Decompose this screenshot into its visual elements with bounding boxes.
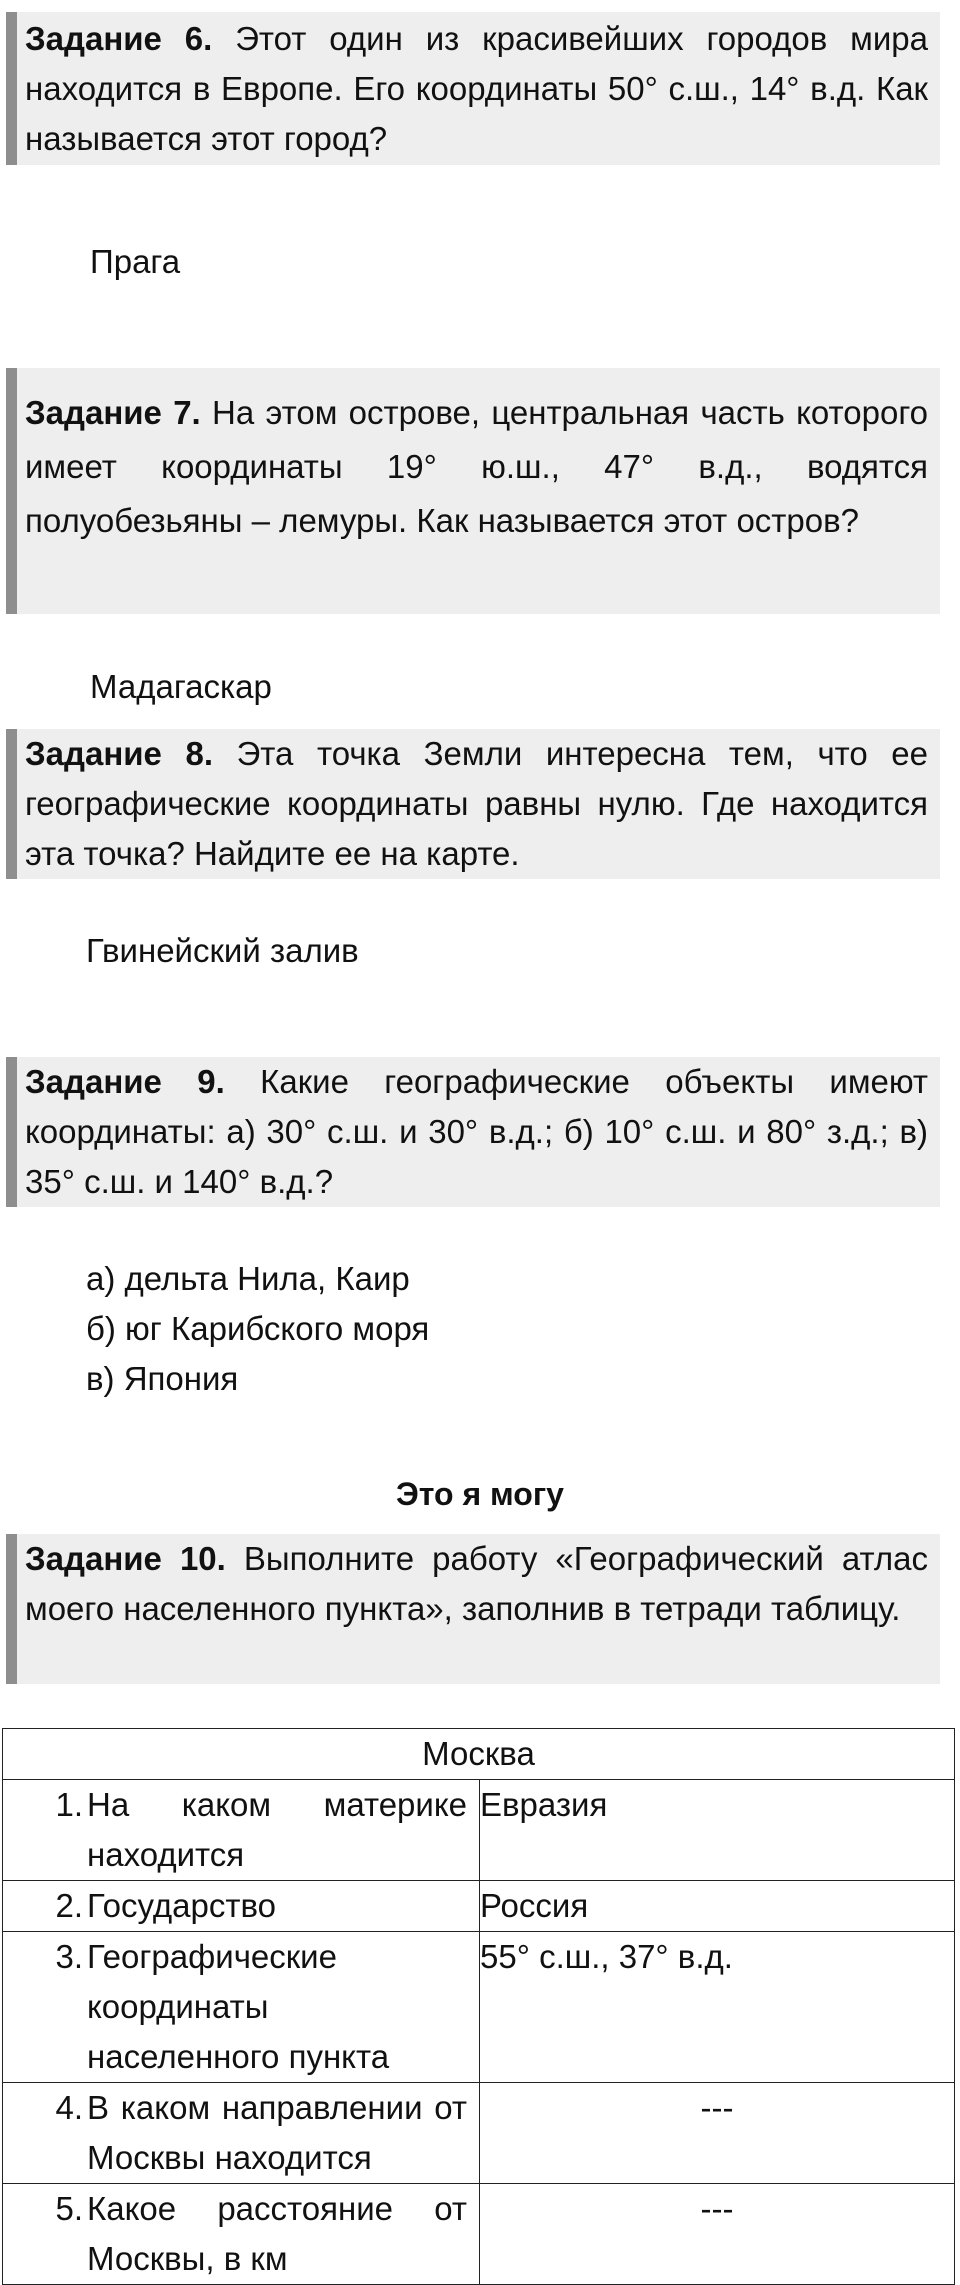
- section-heading: Это я могу: [396, 1476, 564, 1512]
- row-number: 1.: [55, 1786, 83, 1823]
- row-question: Государство: [87, 1887, 277, 1924]
- row-question: Географические координаты населенного пункта: [87, 1938, 390, 2075]
- table-row: [3, 2184, 955, 2285]
- task-10-label: Задание 10.: [25, 1540, 226, 1577]
- task-6-text: Этот один из красивейших городов мира находится в Европе. Его координаты 50° с.ш., 14° в.д. Как называется этот город?: [25, 20, 928, 157]
- task-9-answer-a: а) дельта Нила, Каир: [86, 1260, 410, 1297]
- table-row: [3, 1932, 955, 2083]
- task-7-label: Задание 7.: [25, 394, 201, 431]
- task-7-block: [6, 368, 940, 614]
- row-answer: 55° с.ш., 37° в.д.: [480, 1932, 955, 2083]
- row-answer: ---: [480, 2083, 955, 2184]
- task-10-text: Выполните работу «Географический атлас моего населенного пункта», заполнив в тетради таблицу.: [25, 1540, 928, 1627]
- task-9-label: Задание 9.: [25, 1063, 225, 1100]
- task-9-answer-c: в) Япония: [86, 1360, 239, 1397]
- table-city-header: Москва: [3, 1729, 955, 1780]
- row-question: В каком направлении от Москвы находится: [87, 2089, 467, 2176]
- task-6-answer: Прага: [90, 243, 181, 280]
- task-8-text: Эта точка Земли интересна тем, что ее географические координаты равны нулю. Где находится эта точка? Найдите ее на карте.: [25, 735, 929, 872]
- task-9-answer-b: б) юг Карибского моря: [86, 1310, 430, 1347]
- task-6-block: [6, 12, 940, 165]
- task-7-text: На этом острове, центральная часть которого имеет координаты 19° ю.ш., 47° в.д., водятся полуобезьяны – лемуры. Как называется этот остров?: [25, 394, 928, 539]
- table-row: [3, 2083, 955, 2184]
- task-9-text: Какие географические объекты имеют координаты: а) 30° с.ш. и 30° в.д.; б) 10° с.ш. и 80° з.д.; в) 35° с.ш. и 140° в.д.?: [25, 1063, 929, 1200]
- row-number: 5.: [55, 2190, 83, 2227]
- task-7-answer: Мадагаскар: [90, 668, 272, 705]
- task-9-answers: [86, 1254, 429, 1404]
- row-number: 4.: [55, 2089, 83, 2126]
- city-info-table: [2, 1728, 955, 2285]
- task-10-block: [6, 1534, 940, 1684]
- table-row: [3, 1780, 955, 1881]
- table-header-row: [3, 1729, 955, 1780]
- row-question: Какое расстояние от Москвы, в км: [87, 2190, 467, 2277]
- task-8-answer: Гвинейский залив: [86, 932, 359, 969]
- task-9-block: [6, 1057, 940, 1207]
- row-number: 3.: [55, 1938, 83, 1975]
- row-number: 2.: [55, 1887, 83, 1924]
- task-8-label: Задание 8.: [25, 735, 213, 772]
- table-row: [3, 1881, 955, 1932]
- row-answer: ---: [480, 2184, 955, 2285]
- row-question: На каком материке находится: [87, 1786, 467, 1873]
- task-6-label: Задание 6.: [25, 20, 213, 57]
- row-answer: Россия: [480, 1881, 955, 1932]
- task-8-block: [6, 729, 940, 879]
- row-answer: Евразия: [480, 1780, 955, 1881]
